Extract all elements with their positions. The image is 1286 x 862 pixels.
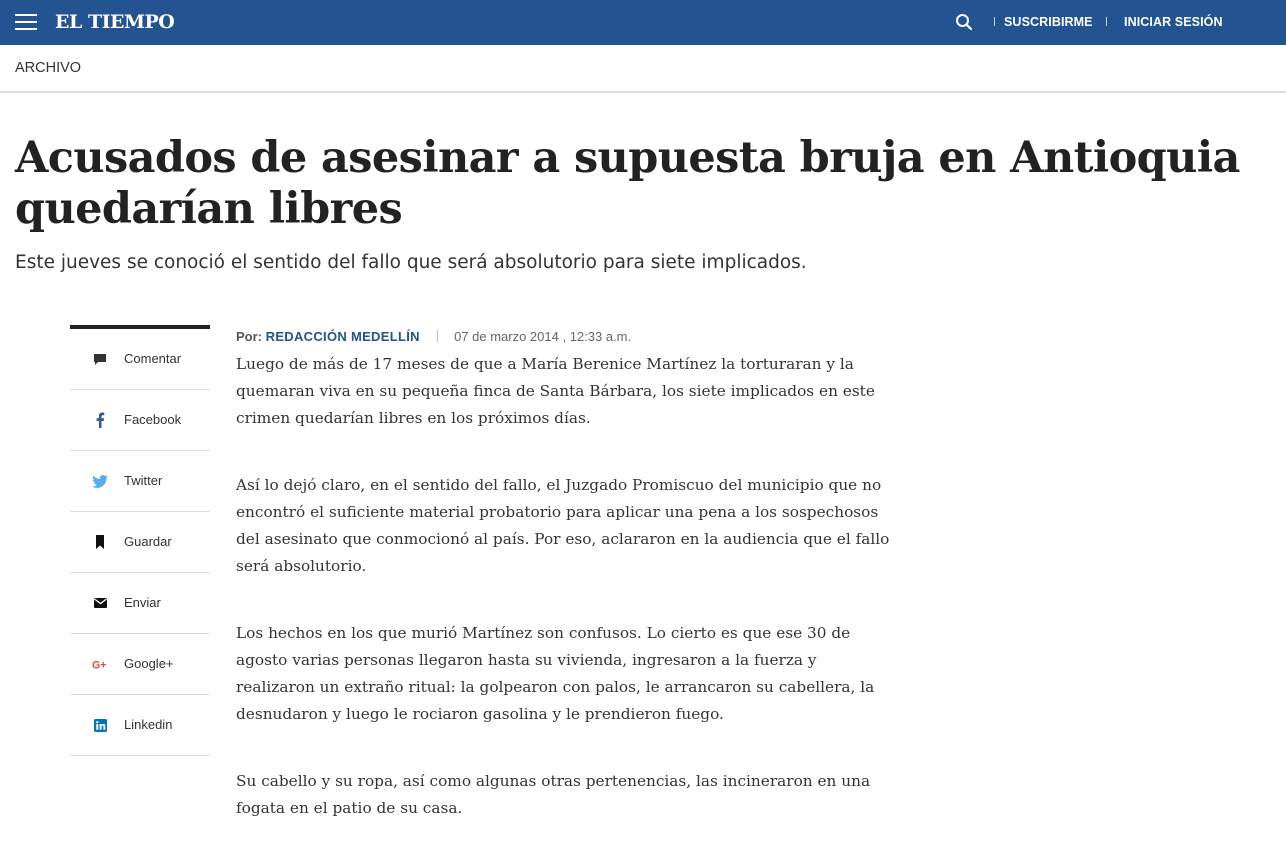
site-logo[interactable]: EL TIEMPO [55, 11, 175, 33]
byline [236, 329, 631, 345]
share-item-google-plus[interactable] [70, 634, 210, 695]
subscribe-link[interactable]: SUSCRIBIRME [1004, 15, 1093, 29]
article-paragraph: Luego de más de 17 meses de que a María Berenice Martínez la torturaran y la quemaran viva en su pequeña finca de Santa Bárbara, los siete implicados en este crimen quedarían libres en los próximos días. [236, 355, 875, 427]
share-item-twitter[interactable] [70, 451, 210, 512]
facebook-icon [92, 412, 108, 428]
bookmark-icon [92, 534, 108, 550]
divider [1106, 17, 1107, 26]
google-plus-icon [92, 656, 108, 672]
share-item-save[interactable] [70, 512, 210, 573]
share-item-label: Twitter [124, 473, 163, 488]
envelope-icon [92, 595, 108, 611]
share-item-linkedin[interactable] [70, 695, 210, 756]
search-icon[interactable] [955, 13, 973, 31]
article-title: Acusados de asesinar a supuesta bruja en Antioquia quedarían libres [15, 133, 1240, 234]
linkedin-icon [92, 717, 108, 733]
divider [437, 330, 438, 342]
login-link[interactable]: INICIAR SESIÓN [1124, 15, 1223, 29]
article-paragraph: Los hechos en los que murió Martínez son confusos. Lo cierto es que ese 30 de agosto varias personas llegaron hasta su vivienda, ingresaron a la fuerza y realizaron un extraño ritual: la golpearon con palos, le arrancaron su cabellera, la desnudaron y luego le rociaron gasolina y le prendieron fuego. [236, 624, 875, 723]
share-item-label: Linkedin [124, 717, 173, 732]
article-paragraph: Así lo dejó claro, en el sentido del fallo, el Juzgado Promiscuo del municipio que no encontró el suficiente material probatorio para aplicar una pena a los sospechosos del asesinato que conmocionó al país. Por eso, aclararon en la audiencia que el fallo será absolutorio. [236, 476, 890, 575]
share-item-label: Google+ [124, 656, 174, 671]
share-item-facebook[interactable] [70, 390, 210, 451]
article-paragraph: Su cabello y su ropa, así como algunas otras pertenencias, las incineraron en una fogata en el patio de su casa. [236, 772, 871, 817]
divider [994, 17, 995, 26]
share-item-email[interactable] [70, 573, 210, 634]
svg-text:G+: G+ [92, 659, 107, 670]
menu-icon[interactable] [15, 14, 37, 30]
top-navigation-bar [0, 0, 1286, 45]
publish-date: 07 de marzo 2014 , 12:33 a.m. [454, 329, 632, 344]
comment-icon [92, 351, 108, 367]
twitter-icon [92, 473, 108, 489]
share-item-label: Facebook [124, 412, 182, 427]
article-subtitle: Este jueves se conoció el sentido del fallo que será absolutorio para siete implicados. [15, 252, 807, 273]
section-bar [0, 45, 1286, 93]
author-link[interactable]: REDACCIÓN MEDELLÍN [265, 329, 420, 344]
share-item-label: Guardar [124, 534, 172, 549]
article-body [236, 351, 896, 862]
share-sidebar [70, 325, 210, 756]
share-item-label: Comentar [124, 351, 182, 366]
share-item-label: Enviar [124, 595, 161, 610]
section-label[interactable]: ARCHIVO [15, 60, 82, 76]
byline-prefix: Por: [236, 329, 262, 344]
share-item-comment[interactable] [70, 329, 210, 390]
